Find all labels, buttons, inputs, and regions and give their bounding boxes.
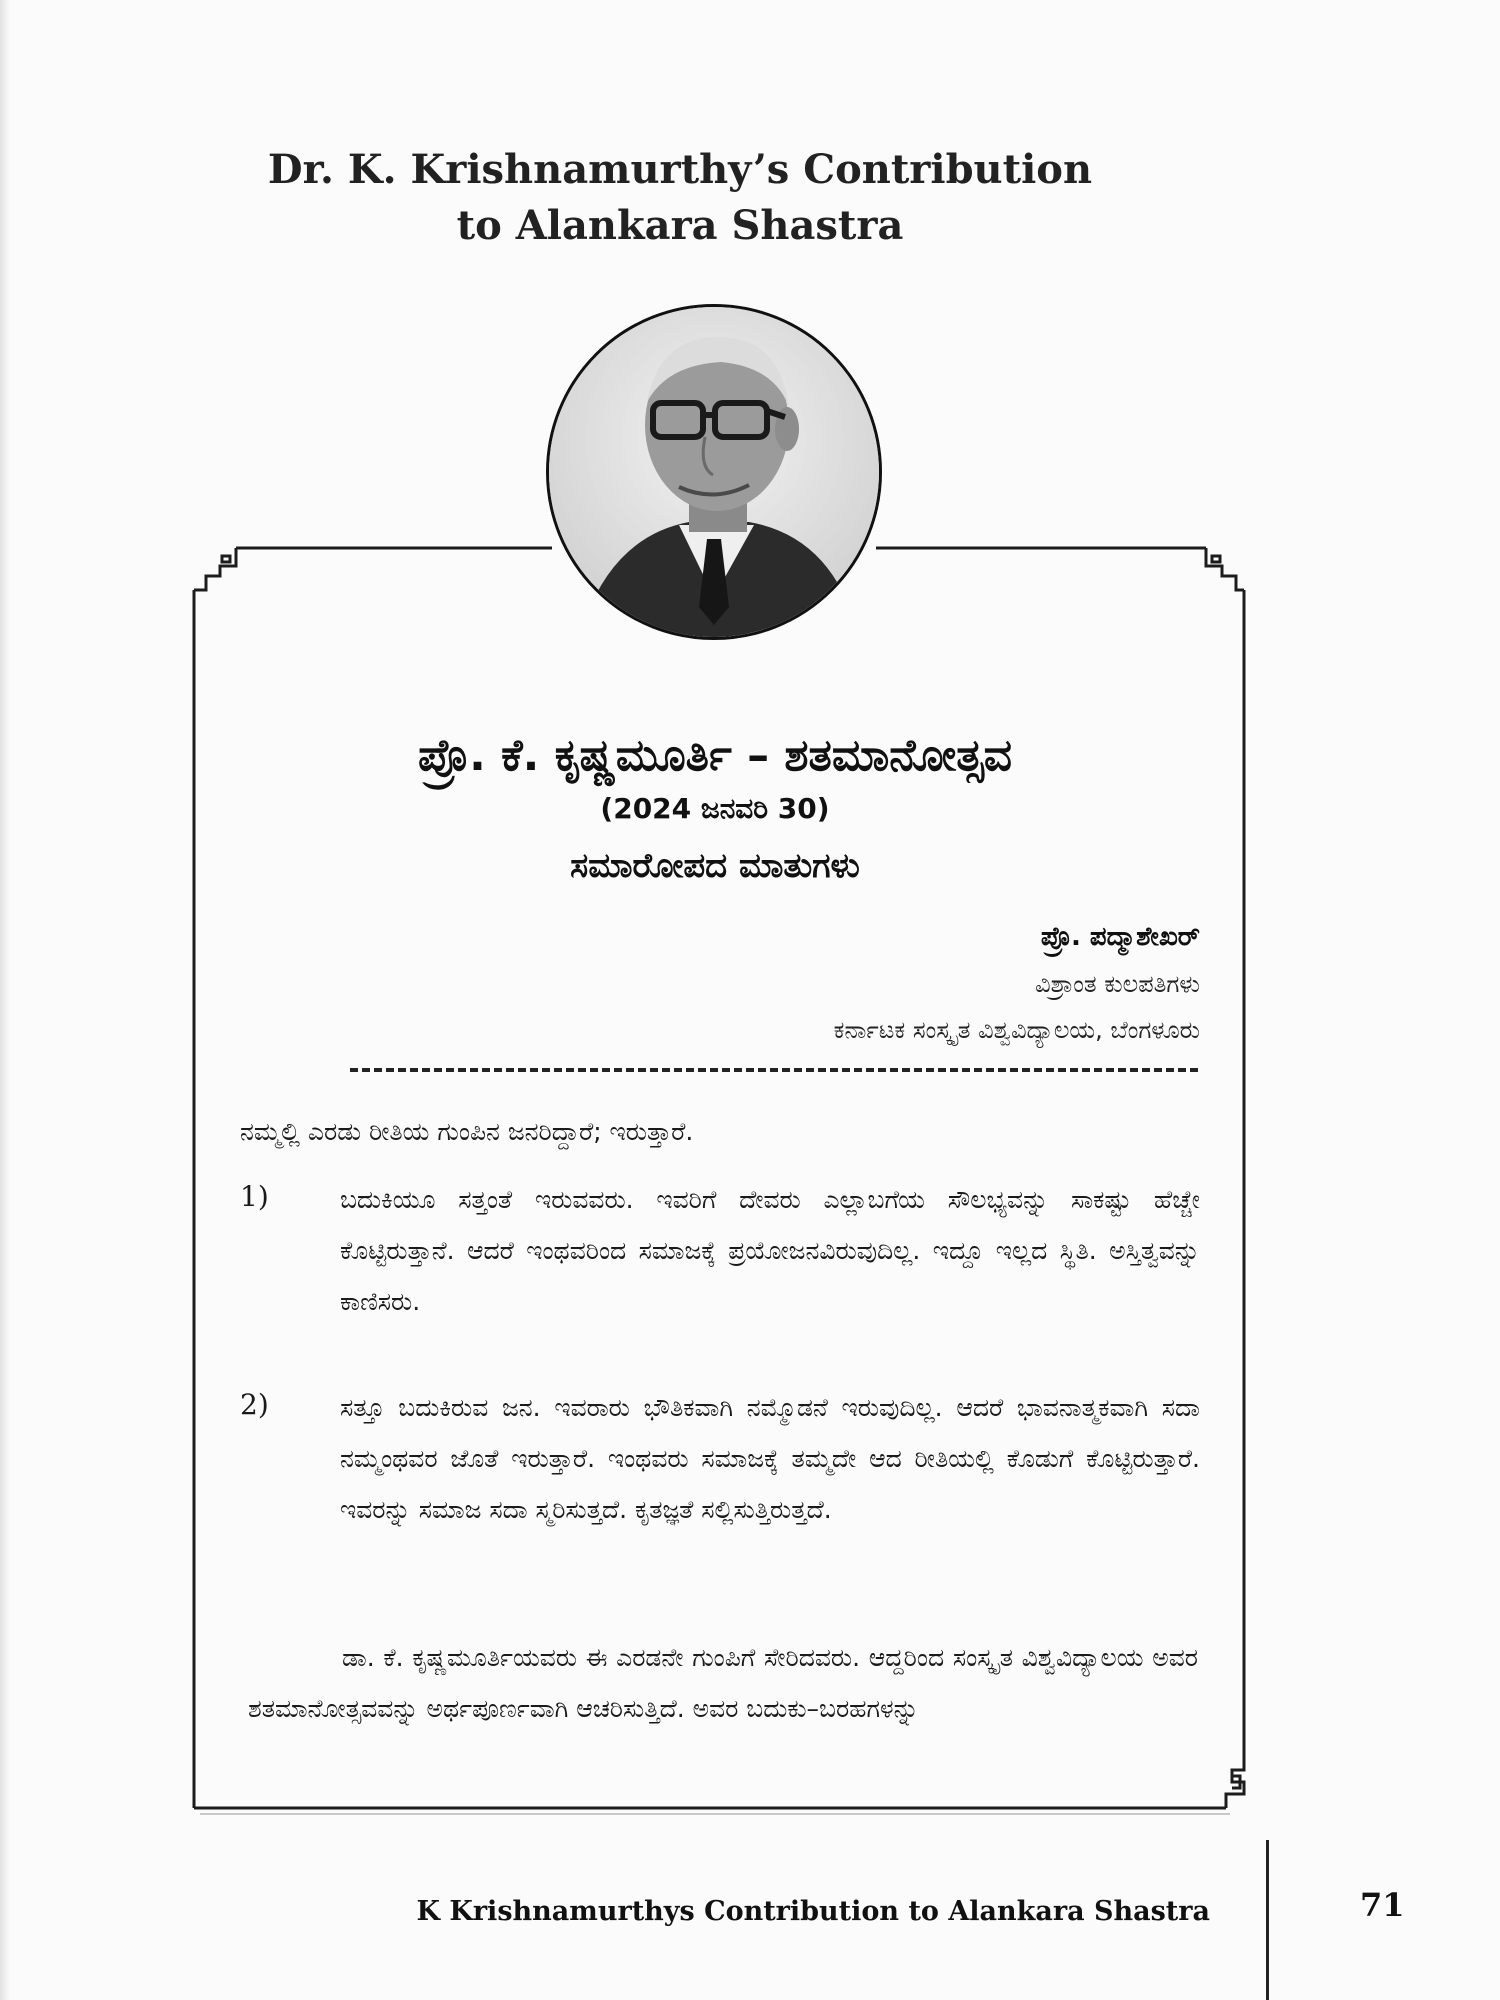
list-item-number: 1): [240, 1180, 269, 1213]
closing-paragraph: ಡಾ. ಕೆ. ಕೃಷ್ಣಮೂರ್ತಿಯವರು ಈ ಎರಡನೇ ಗುಂಪಿಗೆ ಸೇರಿದವರು. ಆದ್ದರಿಂದ ಸಂಸ್ಕೃತ ವಿಶ್ವವಿದ್ಯಾಲಯ ಅವರ ಶತಮಾನೋತ್ಸವವನ್ನು ಅರ್ಥಪೂರ್ಣವಾಗಿ ಆಚರಿಸುತ್ತಿದೆ. ಅವರ ಬದುಕು–ಬರಹಗಳನ್ನು: [248, 1643, 1198, 1723]
event-title: ಪ್ರೊ. ಕೆ. ಕೃಷ್ಣಮೂರ್ತಿ – ಶತಮಾನೋತ್ಸವ: [417, 730, 1012, 781]
event-date: (2024 ಜನವರಿ 30): [600, 792, 830, 825]
list-item-text: ಸತ್ತೂ ಬದುಕಿರುವ ಜನ. ಇವರಾರು ಭೌತಿಕವಾಗಿ ನಮ್ಮೊಡನೆ ಇರುವುದಿಲ್ಲ. ಆದರೆ ಭಾವನಾತ್ಮಕವಾಗಿ ಸದಾ ನಮ್ಮಂಥವರ ಜೊತೆ ಇರುತ್ತಾರೆ. ಇಂಥವರು ಸಮಾಜಕ್ಕೆ ತಮ್ಮದೇ ಆದ ರೀತಿಯಲ್ಲಿ ಕೊಡುಗೆ ಕೊಟ್ಟಿರುತ್ತಾರೆ. ಇವರನ್ನು ಸಮಾಜ ಸದಾ ಸ್ಮರಿಸುತ್ತದೆ. ಕೃತಜ್ಞತೆ ಸಲ್ಲಿಸುತ್ತಿರುತ್ತದೆ.: [340, 1393, 1200, 1524]
list-item-number: 2): [240, 1388, 269, 1421]
footer-divider: [1266, 1840, 1269, 2000]
portrait-photo: [546, 304, 882, 640]
article-subtitle: ಸಮಾರೋಪದ ಮಾತುಗಳು: [570, 846, 860, 886]
author-affiliation: ಕರ್ನಾಟಕ ಸಂಸ್ಕೃತ ವಿಶ್ವವಿದ್ಯಾಲಯ, ಬೆಂಗಳೂರು: [833, 1016, 1200, 1044]
page-number: 71: [1360, 1886, 1405, 1924]
page-title-line-1: Dr. K. Krishnamurthy’s Contribution: [267, 146, 1093, 193]
author-role: ವಿಶ್ರಾಂತ ಕುಲಪತಿಗಳು: [1035, 970, 1200, 998]
list-item-text: ಬದುಕಿಯೂ ಸತ್ತಂತೆ ಇರುವವರು. ಇವರಿಗೆ ದೇವರು ಎಲ್ಲಾಬಗೆಯ ಸೌಲಭ್ಯವನ್ನು ಸಾಕಷ್ಟು ಹೆಚ್ಚೇ ಕೊಟ್ಟಿರುತ್ತಾನೆ. ಆದರೆ ಇಂಥವರಿಂದ ಸಮಾಜಕ್ಕೆ ಪ್ರಯೋಜನವಿರುವುದಿಲ್ಲ. ಇದ್ದೂ ಇಲ್ಲದ ಸ್ಥಿತಿ. ಅಸ್ತಿತ್ವವನ್ನು ಕಾಣಿಸರು.: [340, 1185, 1200, 1316]
intro-paragraph: ನಮ್ಮಲ್ಲಿ ಎರಡು ರೀತಿಯ ಗುಂಪಿನ ಜನರಿದ್ದಾರೆ; ಇರುತ್ತಾರೆ.: [240, 1117, 694, 1146]
author-name: ಪ್ರೊ. ಪದ್ಮಾಶೇಖರ್: [1040, 922, 1200, 952]
page-title-line-2: to Alankara Shastra: [456, 202, 904, 249]
running-footer-title: K Krishnamurthys Contribution to Alankara Shastra: [416, 1896, 1210, 1927]
dashed-divider: [350, 1068, 1198, 1072]
